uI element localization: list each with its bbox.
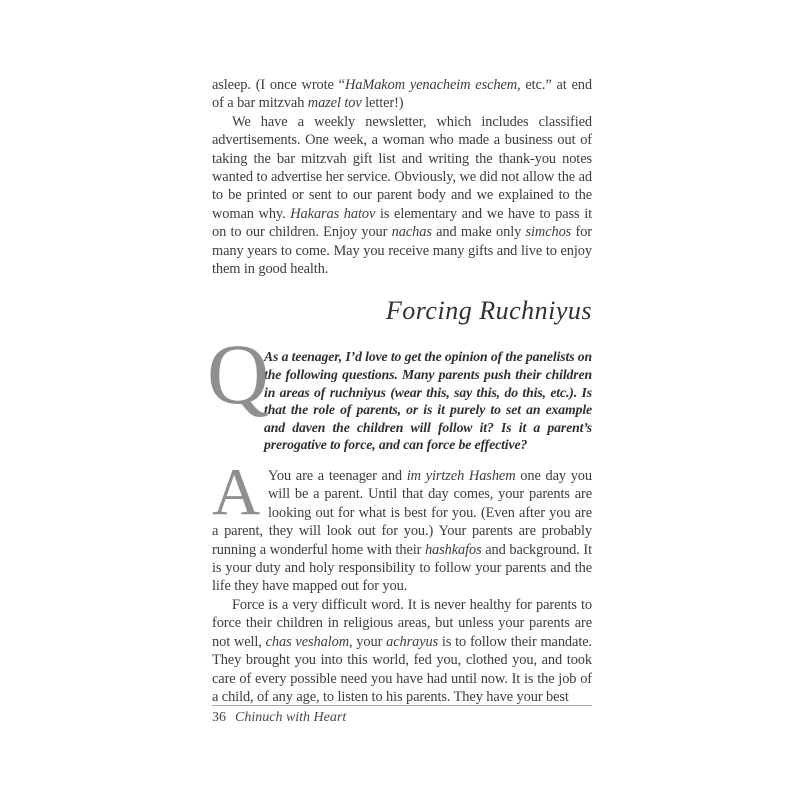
answer-block bbox=[212, 455, 592, 706]
page-footer bbox=[212, 705, 592, 726]
intro-paragraph: We have a weekly newsletter, which includes classified advertisements. One week, a woman who made a business out of taking the bar mitzvah gift list and writing the thank-you notes wanted to advertise her service. Obviously, we did not allow the ad to be printed or sent to our parent body and we explained to the woman why. Hakaras hatov is elementary and we have to pass it on to our children. Enjoy your nachas and make only simchos for many years to come. May you receive many gifts and live to enjoy them in good health. bbox=[212, 113, 592, 278]
answer-paragraph: You are a teenager and im yirtzeh Hashem one day you will be a parent. Until that day comes, your parents are looking out for what is best for you. (Even after you are a parent, they will look out for you.) Your parents are probably running a wonderful home with their hashkafos and background. It is your duty and holy responsibility to follow your parents and the life they have mapped out for you. bbox=[212, 468, 592, 595]
question-block bbox=[207, 326, 593, 454]
intro-text bbox=[212, 76, 592, 278]
answer-paragraph: Force is a very difficult word. It is never healthy for parents to force their children in religious areas, but unless your parents are not well, chas veshalom, your achrayus is to follow their mandate. They brought you into this world, fed you, clothed you, and took care of every possible need you have had until now. It is the job of a child, of any age, to listen to his parents. They have your best bbox=[212, 596, 592, 705]
question-dropcap: Q bbox=[207, 326, 270, 423]
answer-dropcap: A bbox=[212, 455, 261, 530]
section-heading: Forcing Ruchniyus bbox=[385, 296, 592, 326]
book-title: Chinuch with Heart bbox=[235, 710, 347, 725]
intro-paragraph: asleep. (I once wrote “HaMakom yenacheim eschem, etc.” at end of a bar mitzvah mazel tov letter!) bbox=[212, 77, 592, 112]
answer-dropcap-box bbox=[212, 455, 268, 530]
page-number: 36 bbox=[212, 710, 226, 725]
question-text: As a teenager, I’d love to get the opinion of the panelists on the following questions. Many parents push their children in areas of ruchniyus (wear this, say this, do this, etc.). Is that the role of parents, or is it purely to set an example and daven the children will follow it? Is it a parent’s prerogative to force, and can force be effective? bbox=[264, 349, 593, 453]
text-column bbox=[207, 76, 593, 706]
